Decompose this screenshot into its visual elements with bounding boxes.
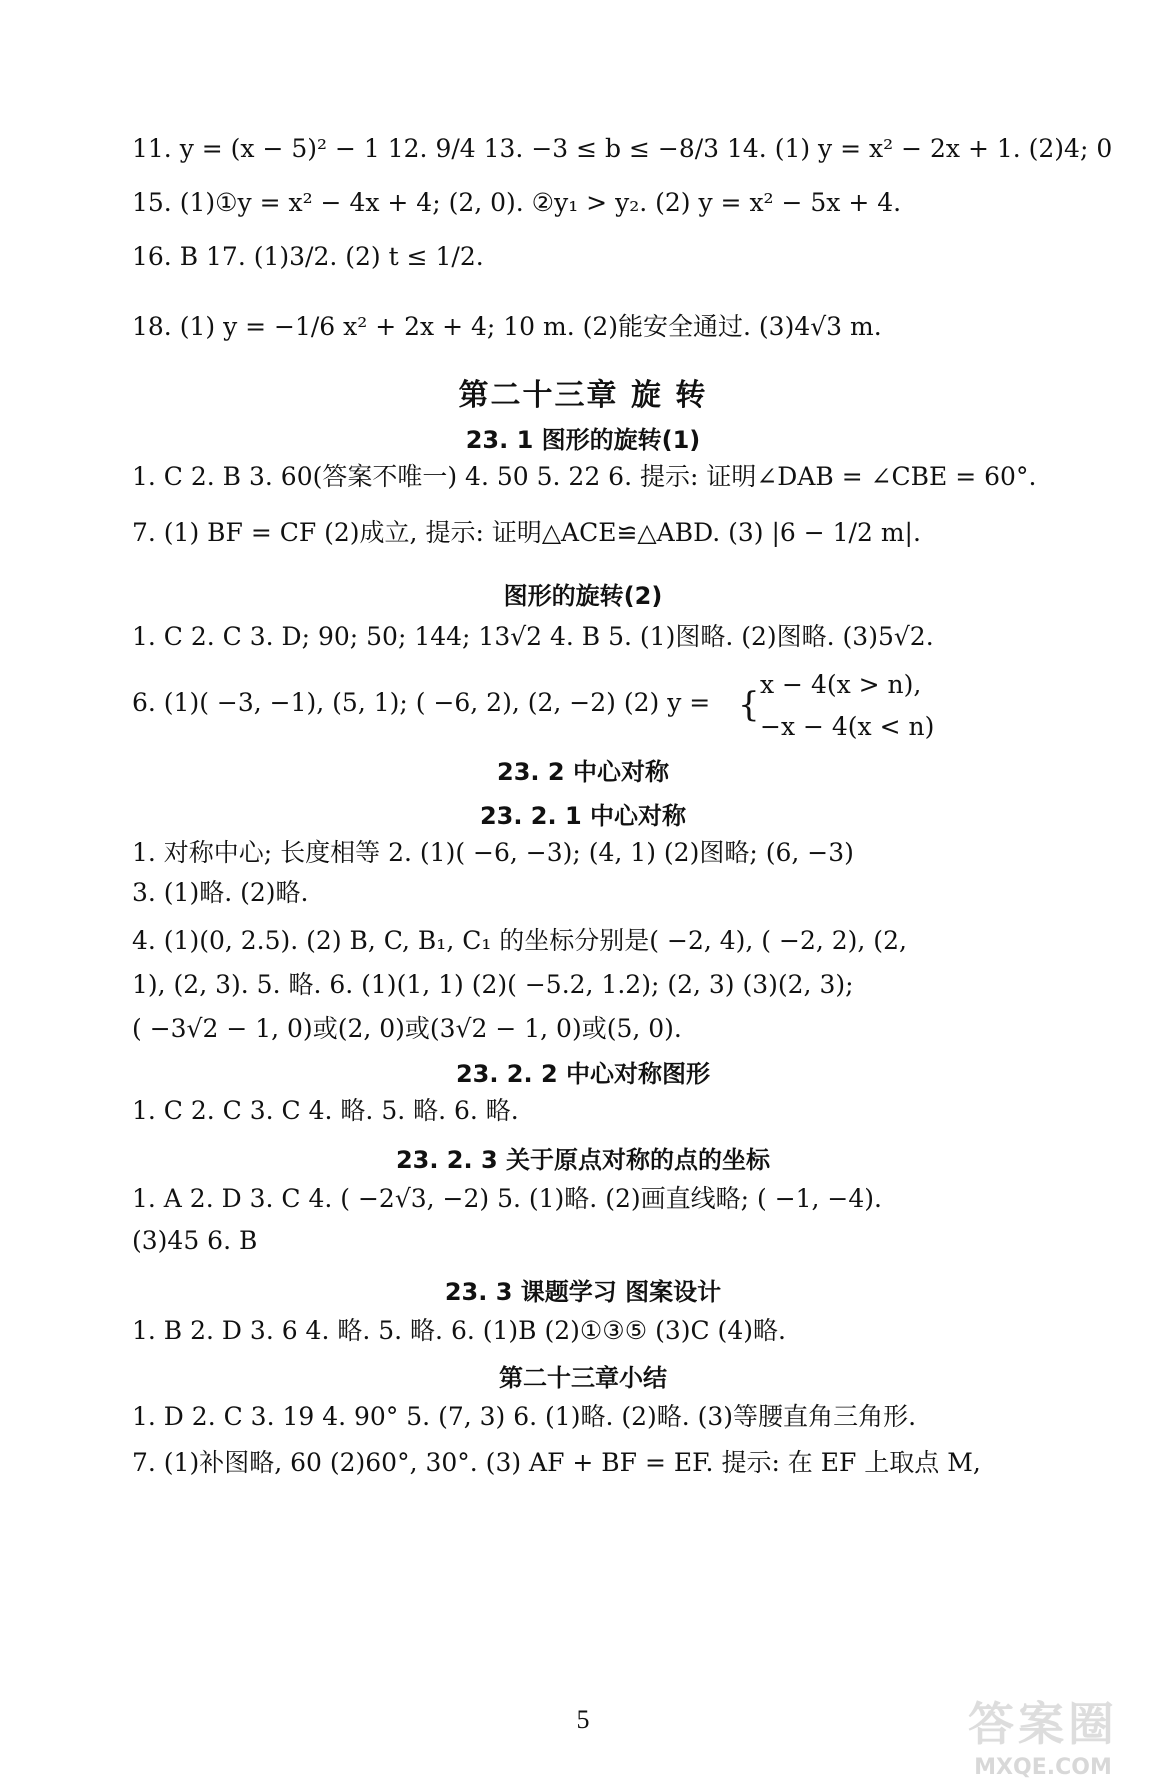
answer-line-18: 18. (1) y = −1/6 x² + 2x + 4; 10 m. (2)能安全通过. (3)4√3 m. bbox=[132, 312, 882, 341]
section-heading-23-2-2: 23. 2. 2 中心对称图形 bbox=[455, 1060, 711, 1088]
answer-line-summary-b: 7. (1)补图略, 60 (2)60°, 30°. (3) AF + BF = EF. 提示: 在 EF 上取点 M, bbox=[132, 1448, 981, 1477]
section-heading-23-2-1: 23. 2. 1 中心对称 bbox=[479, 802, 687, 830]
section-heading-chapter-summary: 第二十三章小结 bbox=[499, 1364, 667, 1392]
section-heading-23-1: 23. 1 图形的旋转(1) bbox=[465, 426, 701, 454]
answer-line-rotation-2-b: 6. (1)( −3, −1), (5, 1); ( −6, 2), (2, −2) (2) y = bbox=[132, 688, 711, 717]
answer-line-23-2-1-c: 4. (1)(0, 2.5). (2) B, C, B₁, C₁ 的坐标分别是( −2, 4), ( −2, 2), (2, bbox=[132, 926, 907, 955]
chapter-heading: 第二十三章 旋 转 bbox=[458, 378, 708, 413]
answer-line-rotation-2-a: 1. C 2. C 3. D; 90; 50; 144; 13√2 4. B 5. (1)图略. (2)图略. (3)5√2. bbox=[132, 622, 934, 651]
watermark-logo bbox=[938, 1688, 1148, 1780]
piecewise-brace: { bbox=[738, 685, 760, 725]
answer-line-23-2-1-d: 1), (2, 3). 5. 略. 6. (1)(1, 1) (2)( −5.2, 1.2); (2, 3) (3)(2, 3); bbox=[132, 970, 854, 999]
answer-line-23-2-1-e: ( −3√2 − 1, 0)或(2, 0)或(3√2 − 1, 0)或(5, 0). bbox=[132, 1014, 682, 1043]
answer-line-23-2-1-a: 1. 对称中心; 长度相等 2. (1)( −6, −3); (4, 1) (2)图略; (6, −3) bbox=[132, 838, 854, 867]
answer-line-23-2-3-b: (3)45 6. B bbox=[132, 1226, 258, 1255]
section-heading-23-3: 23. 3 课题学习 图案设计 bbox=[444, 1278, 722, 1306]
section-heading-23-2: 23. 2 中心对称 bbox=[497, 758, 669, 786]
section-heading-23-2-3: 23. 2. 3 关于原点对称的点的坐标 bbox=[395, 1146, 771, 1174]
answer-line-23-3: 1. B 2. D 3. 6 4. 略. 5. 略. 6. (1)B (2)①③⑤ (3)C (4)略. bbox=[132, 1316, 786, 1345]
answer-line-summary-a: 1. D 2. C 3. 19 4. 90° 5. (7, 3) 6. (1)略. (2)略. (3)等腰直角三角形. bbox=[132, 1402, 917, 1431]
piecewise-case-2: −x − 4(x < n) bbox=[760, 712, 935, 741]
watermark-logo-text: 答案圈 bbox=[968, 1697, 1118, 1751]
piecewise-case-1: x − 4(x > n), bbox=[760, 670, 922, 699]
answer-line-23-2-2: 1. C 2. C 3. C 4. 略. 5. 略. 6. 略. bbox=[132, 1096, 519, 1125]
answer-line-16-17: 16. B 17. (1)3/2. (2) t ≤ 1/2. bbox=[132, 242, 484, 271]
page-number: 5 bbox=[576, 1705, 590, 1734]
answer-line-15: 15. (1)①y = x² − 4x + 4; (2, 0). ②y₁ > y₂. (2) y = x² − 5x + 4. bbox=[132, 188, 902, 217]
answer-line-23-1-a: 1. C 2. B 3. 60(答案不唯一) 4. 50 5. 22 6. 提示: 证明∠DAB = ∠CBE = 60°. bbox=[132, 462, 1037, 491]
answer-line-23-1-b: 7. (1) BF = CF (2)成立, 提示: 证明△ACE≌△ABD. (3) |6 − 1/2 m|. bbox=[132, 518, 921, 547]
watermark-url: MXQE.COM bbox=[974, 1755, 1112, 1780]
answer-line-23-2-3-a: 1. A 2. D 3. C 4. ( −2√3, −2) 5. (1)略. (2)画直线略; ( −1, −4). bbox=[132, 1184, 882, 1213]
section-heading-rotation-2: 图形的旋转(2) bbox=[503, 582, 663, 610]
answer-line-23-2-1-b: 3. (1)略. (2)略. bbox=[132, 878, 309, 907]
answer-line-11-14: 11. y = (x − 5)² − 1 12. 9/4 13. −3 ≤ b ≤ −8/3 14. (1) y = x² − 2x + 1. (2)4; 0 bbox=[132, 134, 1113, 163]
